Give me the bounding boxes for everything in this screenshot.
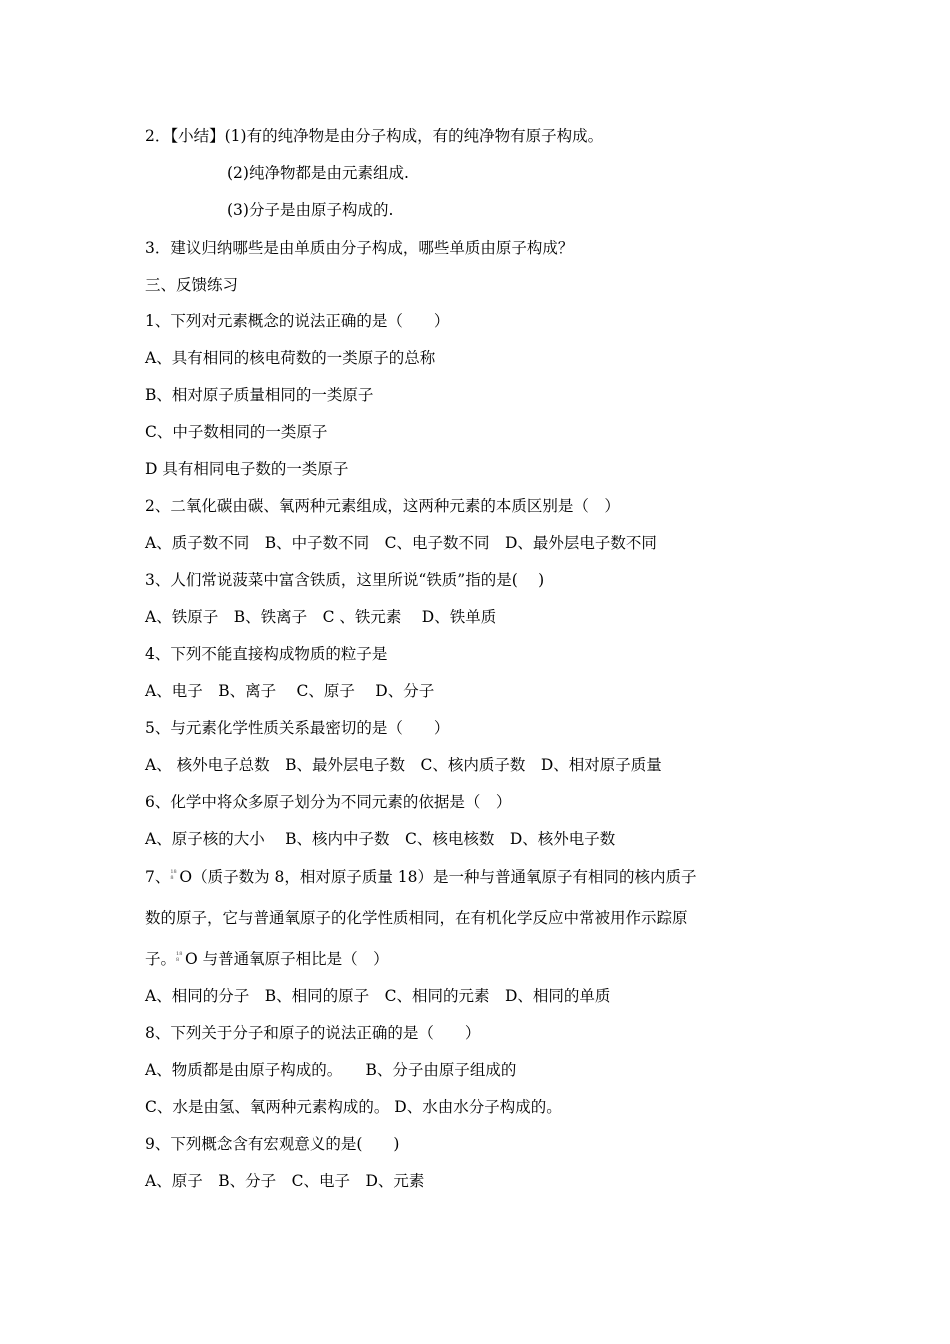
question-7-line-2: 数的原子，它与普通氧原子的化学性质相同，在有机化学反应中常被用作示踪原 <box>145 909 688 927</box>
question-1-option-d: D 具有相同电子数的一类原子 <box>145 460 349 478</box>
question-6: 6、化学中将众多原子划分为不同元素的依据是（ ） <box>145 793 512 811</box>
question-3: 3、人们常说菠菜中富含铁质，这里所说“铁质”指的是( ) <box>145 571 545 589</box>
question-7-text: O（质子数为 8，相对原子质量 18）是一种与普通氧原子有相同的核内质子 <box>179 868 697 886</box>
isotope-atomic-number-2: 8 <box>176 957 180 963</box>
question-7-line-3-text: O 与普通氧原子相比是（ ） <box>185 950 389 968</box>
question-8-options-ab: A、物质都是由原子构成的。 B、分子由原子组成的 <box>145 1061 517 1079</box>
oxygen-18-isotope-notation <box>170 870 179 882</box>
oxygen-18-isotope-notation-2 <box>176 952 185 964</box>
question-9-options: A、原子 B、分子 C、电子 D、元素 <box>145 1172 425 1190</box>
question-8-options-cd: C、水是由氢、氧两种元素构成的。 D、水由水分子构成的。 <box>145 1098 562 1116</box>
suggestion-line: 3．建议归纳哪些是由单质由分子构成，哪些单质由原子构成？ <box>145 239 574 257</box>
isotope-mass-number: 18 <box>170 869 177 875</box>
question-4: 4、下列不能直接构成物质的粒子是 <box>145 645 388 663</box>
question-7-options: A、相同的分子 B、相同的原子 C、相同的元素 D、相同的单质 <box>145 987 611 1005</box>
question-1: 1、下列对元素概念的说法正确的是（ ） <box>145 312 450 330</box>
question-2-options: A、质子数不同 B、中子数不同 C、电子数不同 D、最外层电子数不同 <box>145 534 657 552</box>
question-5: 5、与元素化学性质关系最密切的是（ ） <box>145 719 450 737</box>
summary-line-1: 2．【小结】(1)有的纯净物是由分子构成，有的纯净物有原子构成。 <box>145 127 604 145</box>
summary-line-2: (2)纯净物都是由元素组成. <box>227 164 409 182</box>
question-7-line-1 <box>145 867 697 887</box>
isotope-atomic-number: 8 <box>170 875 174 881</box>
question-1-option-c: C、中子数相同的一类原子 <box>145 423 328 441</box>
question-7-line-3 <box>145 949 389 969</box>
question-5-options: A、 核外电子总数 B、最外层电子数 C、核内质子数 D、相对原子质量 <box>145 756 662 774</box>
question-8: 8、下列关于分子和原子的说法正确的是（ ） <box>145 1024 481 1042</box>
section-heading: 三、反馈练习 <box>145 276 239 294</box>
question-7-line-3-prefix: 子。 <box>145 950 177 968</box>
question-2: 2、二氧化碳由碳、氧两种元素组成，这两种元素的本质区别是（ ） <box>145 497 620 515</box>
question-6-options: A、原子核的大小 B、核内中子数 C、核电核数 D、核外电子数 <box>145 830 616 848</box>
summary-line-3: (3)分子是由原子构成的. <box>227 201 394 219</box>
question-3-options: A、铁原子 B、铁离子 C 、铁元素 D、铁单质 <box>145 608 497 626</box>
question-7-prefix: 7、 <box>145 868 171 886</box>
question-9: 9、下列概念含有宏观意义的是( ) <box>145 1135 400 1153</box>
question-1-option-a: A、具有相同的核电荷数的一类原子的总称 <box>145 349 436 367</box>
isotope-mass-number-2: 18 <box>176 951 183 957</box>
question-1-option-b: B、相对原子质量相同的一类原子 <box>145 386 374 404</box>
question-4-options: A、电子 B、离子 C、原子 D、分子 <box>145 682 435 700</box>
